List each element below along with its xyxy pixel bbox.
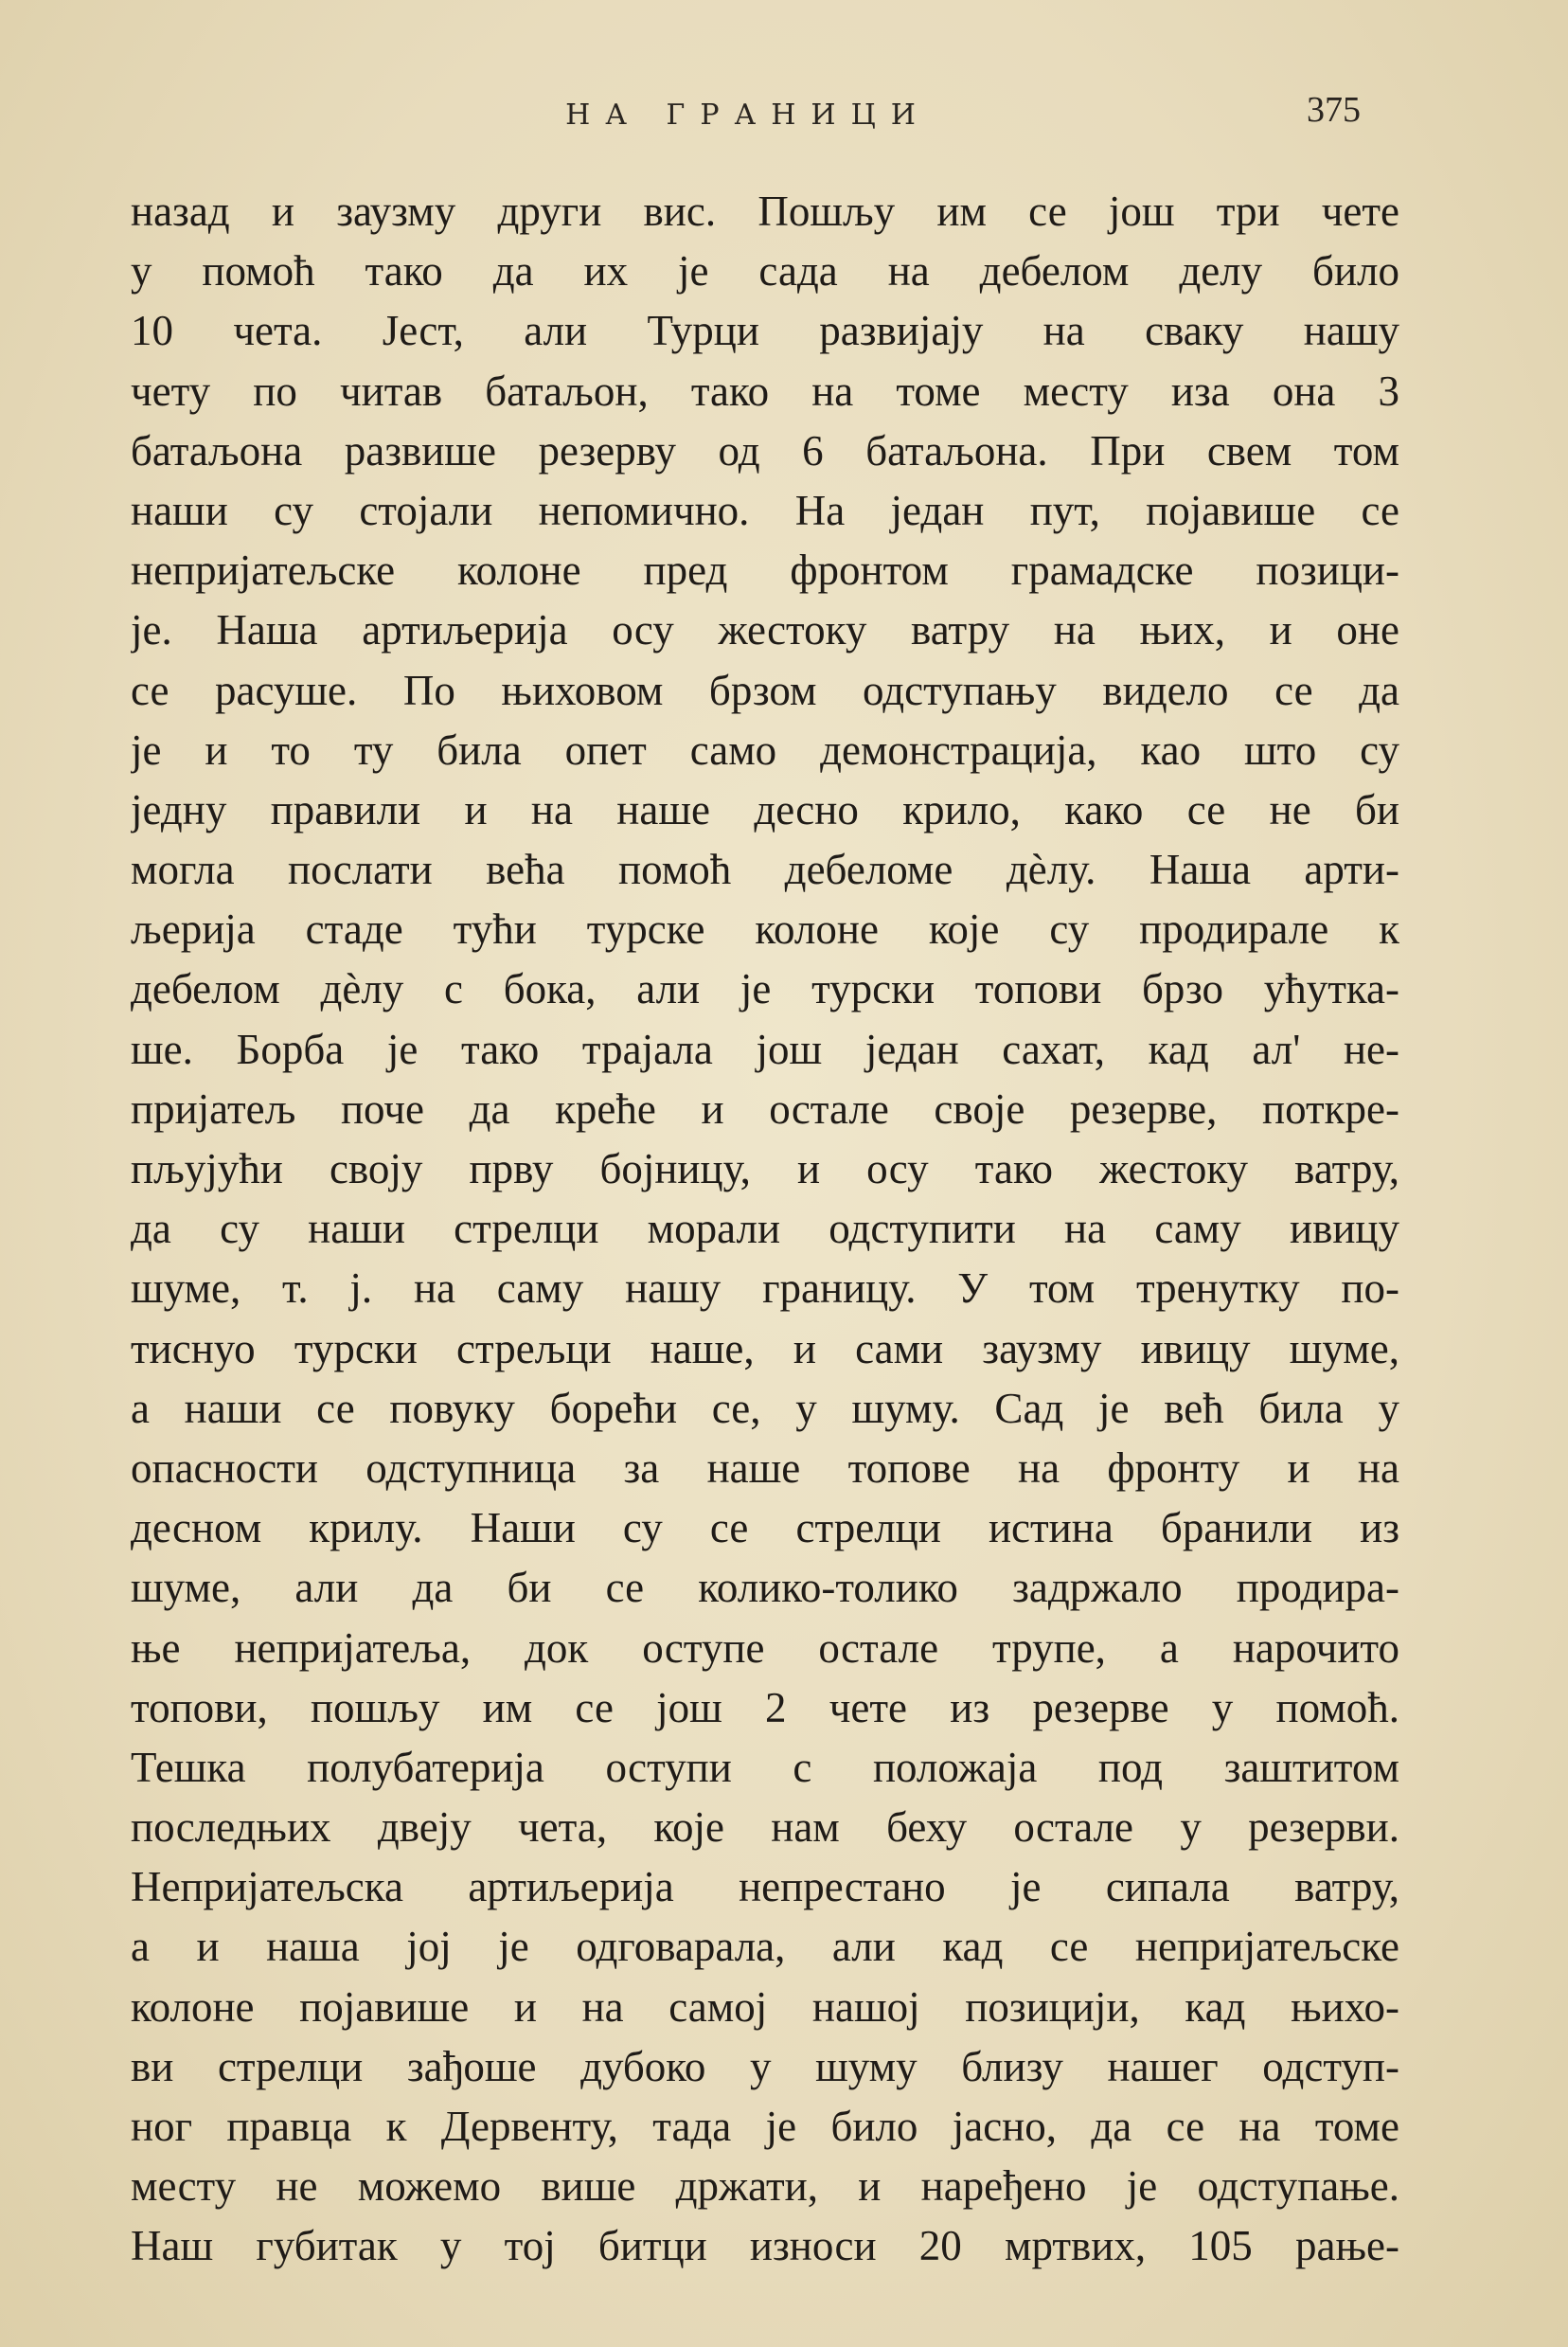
running-head: НА ГРАНИЦИ [565, 99, 931, 132]
text-line: месту не можемо више држати, и наређено је одступање. [131, 2162, 1399, 2211]
text-line: Тешка полубатерија оступи с положаја под заштитом [131, 1743, 1399, 1791]
text-line: непријатељске колоне пред фронтом грамадске позици- [131, 546, 1399, 595]
text-line: се расуше. По њиховом брзом одступању видело се да [131, 666, 1399, 714]
text-line: последњих двеју чета, које нам беху остале у резерви. [131, 1803, 1399, 1852]
text-line: колоне појавише и на самој нашој позицији, кад њихо- [131, 1982, 1399, 2031]
text-line: је. Наша артиљерија осу жестоку ватру на њих, и оне [131, 606, 1399, 654]
text-line: тиснуо турски стрељци наше, и сами заузму ивицу шуме, [131, 1324, 1399, 1372]
text-line: у помоћ тако да их је сада на дебелом делу било [131, 247, 1399, 296]
text-line: шуме, али да би се колико-толико задржало продира- [131, 1564, 1399, 1612]
text-line: ви стрелци зађоше дубоко у шуму близу нашег одступ- [131, 2042, 1399, 2090]
text-line: шуме, т. ј. на саму нашу границу. У том тренутку по- [131, 1264, 1399, 1313]
text-line: могла послати већа помоћ дебеломе дѐлу. Наша арти- [131, 846, 1399, 894]
text-line: пљујући своју прву бојницу, и осу тако жестоку ватру, [131, 1145, 1399, 1192]
page-number: 375 [1307, 90, 1361, 130]
text-line: десном крилу. Наши су се стрелци истина бранили из [131, 1504, 1399, 1552]
text-line: ног правца к Дервенту, тада је било јасно, да се на томе [131, 2103, 1399, 2150]
text-line: пријатељ поче да креће и остале своје резерве, поткре- [131, 1084, 1399, 1133]
page-header [0, 85, 1568, 142]
text-line: љерија стаде тући турске колоне које су продирале к [131, 905, 1399, 954]
text-line: ње непријатеља, док оступе остале трупе, а нарочито [131, 1623, 1399, 1672]
text-line: је и то ту била опет само демонстрација, као што су [131, 726, 1399, 774]
text-line: чету по читав батаљон, тако на томе месту иза она 3 [131, 367, 1399, 415]
text-line: дебелом дѐлу с бока, али је турски топови брзо ућутка- [131, 965, 1399, 1013]
text-line: Непријатељска артиљерија непрестано је сипала ватру, [131, 1863, 1399, 1911]
text-line: опасности одступница за наше топове на фронту и на [131, 1443, 1399, 1492]
text-line: а наши се повуку борећи се, у шуму. Сад је већ била у [131, 1384, 1399, 1432]
text-line: а и наша јој је одговарала, али кад се непријатељске [131, 1923, 1399, 1971]
text-line: наши су стојали непомично. На један пут, појавише се [131, 486, 1399, 534]
text-line: да су наши стрелци морали одступити на саму ивицу [131, 1205, 1399, 1253]
text-line: Наш губитак у тој битци износи 20 мртвих, 105 рање- [131, 2222, 1399, 2270]
text-line: батаљона развише резерву од 6 батаљона. При свем том [131, 426, 1399, 475]
text-line: једну правили и на наше десно крило, како се не би [131, 785, 1399, 833]
text-line: 10 чета. Јест, али Турци развијају на сваку нашу [131, 307, 1399, 355]
body-text [131, 182, 1399, 2277]
text-line: ше. Борба је тако трајала још један сахат, кад ал' не- [131, 1025, 1399, 1073]
text-line: назад и заузму други вис. Пошљу им се још три чете [131, 188, 1399, 235]
text-line: топови, пошљу им се још 2 чете из резерве у помоћ. [131, 1683, 1399, 1731]
